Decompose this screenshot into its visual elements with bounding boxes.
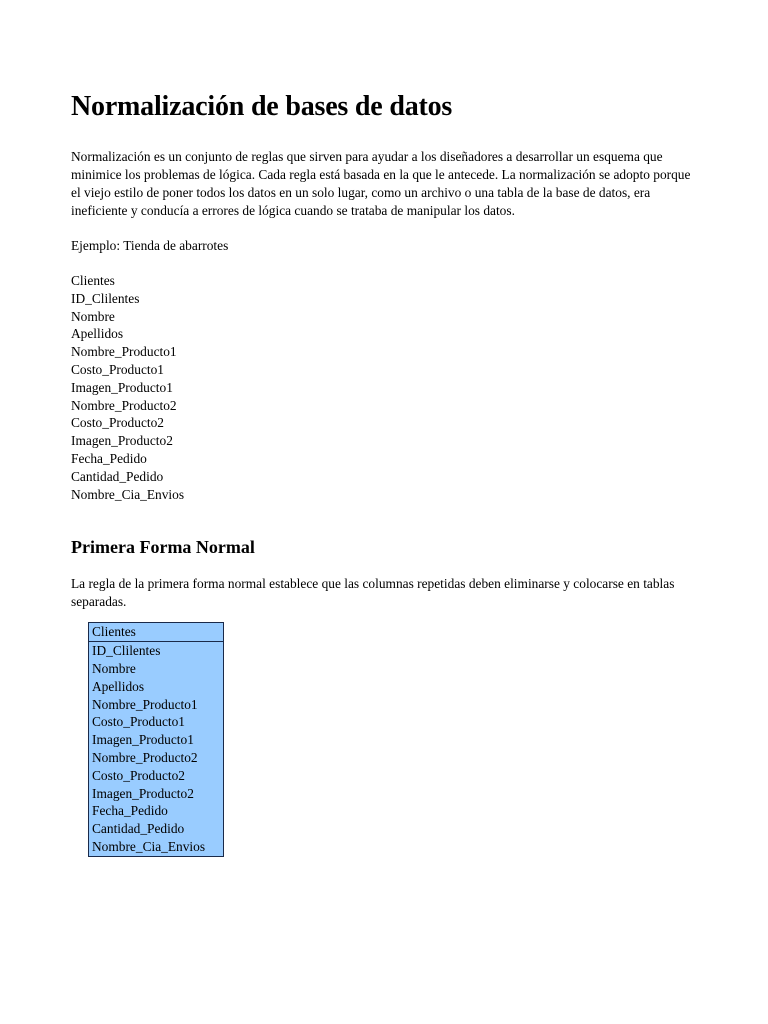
section-heading-first-normal-form: Primera Forma Normal [71, 537, 255, 558]
entity-field: Nombre [92, 660, 136, 676]
field-list-item: Nombre_Producto1 [71, 344, 177, 360]
entity-field: ID_Clilentes [92, 643, 161, 659]
first-normal-form-text: La regla de la primera forma normal establece que las columnas repetidas deben eliminarse y colocarse en tablas separadas. [71, 576, 675, 610]
field-list-item: Nombre_Cia_Envios [71, 486, 185, 502]
field-list-item: Clientes [71, 273, 115, 288]
clientes-entity-table [88, 622, 224, 856]
entity-field: Nombre_Producto1 [92, 696, 198, 712]
field-list-item: Cantidad_Pedido [71, 468, 164, 484]
document-title: Normalización de bases de datos [71, 91, 453, 122]
entity-field: Fecha_Pedido [92, 803, 168, 819]
document-page [71, 88, 701, 857]
field-list-item: Nombre [71, 308, 115, 324]
entity-field: Costo_Producto2 [92, 767, 185, 783]
field-list-item: Apellidos [71, 326, 124, 342]
field-list-item: Imagen_Producto1 [71, 379, 173, 395]
entity-field: Imagen_Producto1 [92, 732, 194, 748]
field-list [71, 272, 701, 503]
entity-field: Nombre_Cia_Envios [92, 838, 206, 854]
field-list-item: Nombre_Producto2 [71, 397, 177, 413]
entity-field: Nombre_Producto2 [92, 749, 198, 765]
entity-table-fields [89, 642, 223, 856]
field-list-item: Costo_Producto2 [71, 415, 164, 431]
entity-field: Apellidos [92, 678, 145, 694]
entity-field: Costo_Producto1 [92, 714, 185, 730]
entity-field: Imagen_Producto2 [92, 785, 194, 801]
field-list-item: Fecha_Pedido [71, 450, 147, 466]
intro-paragraph: Normalización es un conjunto de reglas que sirven para ayudar a los diseñadores a desarrollar un esquema que minimice los problemas de lógica. Cada regla está basada en la que le antecede. La normalización se adopto porque el viejo estilo de poner todos los datos en un solo lugar, como un archivo o una tabla de la base de datos, era ineficiente y conducía a errores de lógica cuando se trataba de manipular los datos. [71, 149, 691, 218]
entity-field: Cantidad_Pedido [92, 821, 185, 837]
field-list-item: ID_Clilentes [71, 290, 140, 306]
example-label: Ejemplo: Tienda de abarrotes [71, 238, 229, 253]
entity-table-header: Clientes [89, 623, 223, 642]
field-list-item: Imagen_Producto2 [71, 433, 173, 449]
field-list-item: Costo_Producto1 [71, 361, 164, 377]
